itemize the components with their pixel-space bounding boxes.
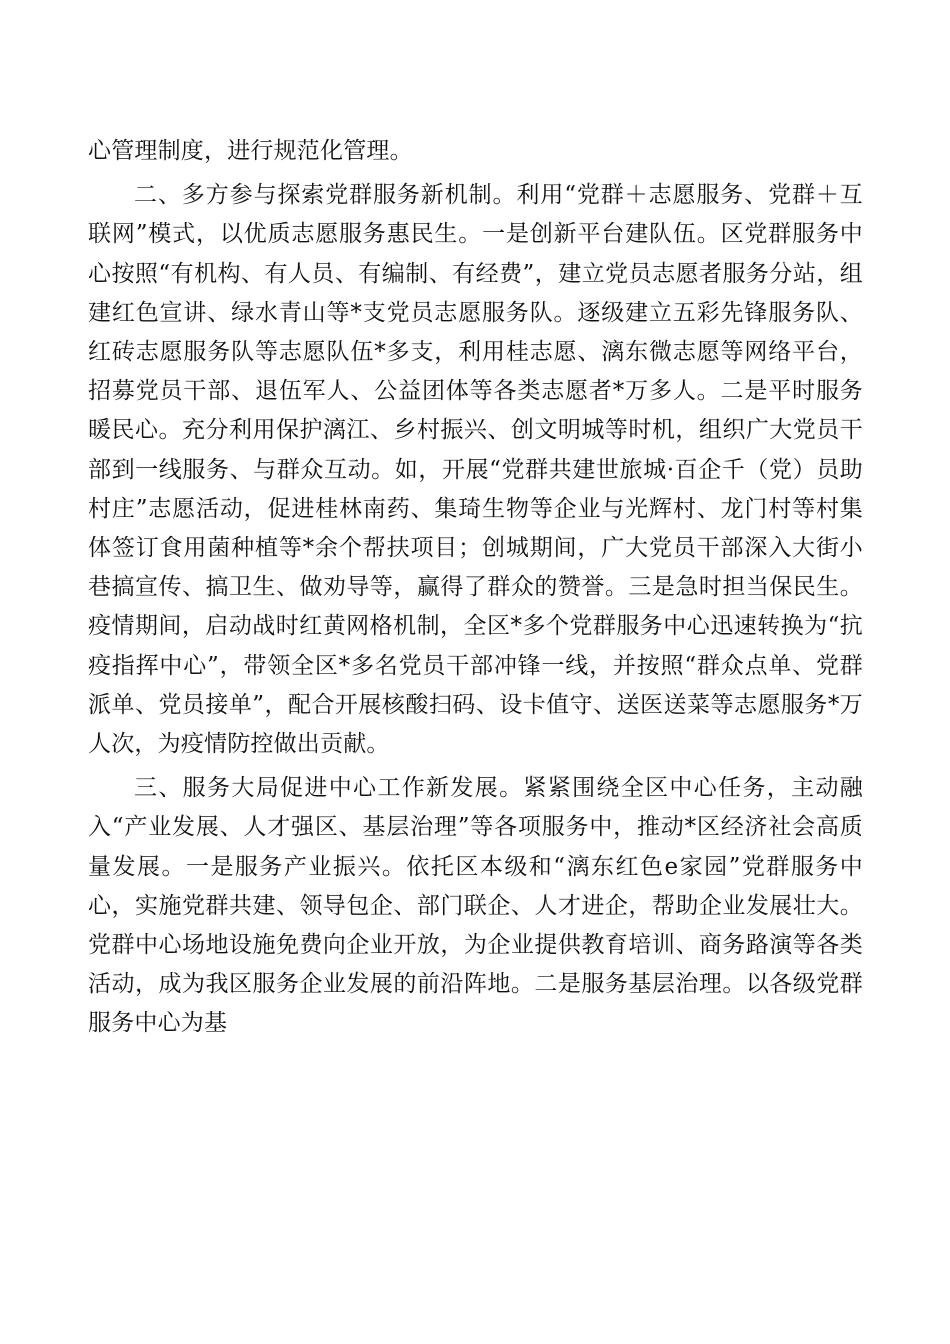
document-body	[88, 132, 863, 1044]
paragraph-section-three: 三、服务大局促进中心工作新发展。紧紧围绕全区中心任务，主动融入“产业发展、人才强区、基层治理”等各项服务中，推动*区经济社会高质量发展。一是服务产业振兴。依托区本级和“漓东红色e家园”党群服务中心，实施党群共建、领导包企、部门联企、人才进企，帮助企业发展壮大。党群中心场地设施免费向企业开放，为企业提供教育培训、商务路演等各类活动，成为我区服务企业发展的前沿阵地。二是服务基层治理。以各级党群服务中心为基	[88, 775, 863, 1037]
paragraph-continuation: 心管理制度，进行规范化管理。	[88, 138, 413, 164]
paragraph-section-two: 二、多方参与探索党群服务新机制。利用“党群＋志愿服务、党群＋互联网”模式，以优质志愿服务惠民生。一是创新平台建队伍。区党群服务中心按照“有机构、有人员、有编制、有经费”，建立党员志愿者服务分站，组建红色宣讲、绿水青山等*支党员志愿服务队。逐级建立五彩先锋服务队、红砖志愿服务队等志愿队伍*多支，利用桂志愿、漓东微志愿等网络平台，招募党员干部、退伍军人、公益团体等各类志愿者*万多人。二是平时服务暖民心。充分利用保护漓江、乡村振兴、创文明城等时机，组织广大党员干部到一线服务、与群众互动。如，开展“党群共建世旅城·百企千（党）员助村庄”志愿活动，促进桂林南药、集琦生物等企业与光辉村、龙门村等村集体签订食用菌种植等*余个帮扶项目；创城期间，广大党员干部深入大街小巷搞宣传、搞卫生、做劝导等，赢得了群众的赞誉。三是急时担当保民生。疫情期间，启动战时红黄网格机制，全区*多个党群服务中心迅速转换为“抗疫指挥中心”，带领全区*多名党员干部冲锋一线，并按照“群众点单、党群派单、党员接单”，配合开展核酸扫码、设卡值守、送医送菜等志愿服务*万人次，为疫情防控做出贡献。	[88, 182, 863, 758]
